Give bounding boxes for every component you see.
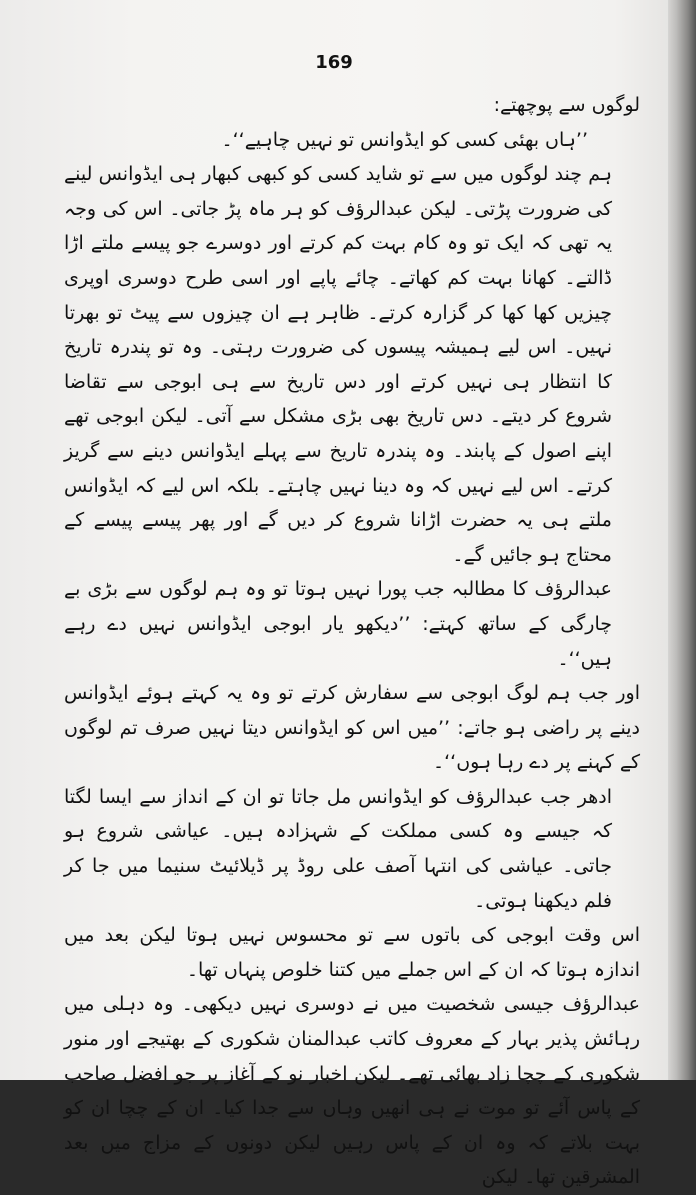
quote-paragraph: ’’ہاں بھئی کسی کو ایڈوانس تو نہیں چاہیے‘‘۔ [221, 128, 588, 151]
page-number: 169 [315, 52, 353, 73]
page-body-text [64, 88, 640, 1195]
paragraph: عبدالرؤف جیسی شخصیت میں نے دوسری نہیں دیکھی۔ وہ دہلی میں رہائش پذیر بہار کے معروف کاتب عبدالمنان شکوری کے بھتیجے اور منور شکوری کے چچا زاد بھائی تھے۔ لیکن اخبار نو کے آغاز پر جو افضل صاحب کے پاس آئے تو موت نے ہی انھیں وہاں سے جدا کیا۔ ان کے چچا ان کو بہت بلاتے کہ وہ ان کے پاس رہیں لیکن دونوں کے مزاج میں بعد المشرقین تھا۔ لیکن [64, 993, 640, 1189]
book-gutter [668, 0, 696, 1080]
paragraph: اور جب ہم لوگ ابوجی سے سفارش کرتے تو وہ یہ کہتے ہوئے ایڈوانس دینے پر راضی ہو جاتے: ’’میں اس کو ایڈوانس دیتا نہیں صرف تم لوگوں کے کہنے پر دے رہا ہوں‘‘۔ [64, 682, 640, 774]
paragraph: ادھر جب عبدالرؤف کو ایڈوانس مل جاتا تو ان کے انداز سے ایسا لگتا کہ جیسے وہ کسی مملکت کے شہزادہ ہیں۔ عیاشی شروع ہو جاتی۔ عیاشی کی انتہا آصف علی روڈ پر ڈیلائیٹ سنیما میں جا کر فلم دیکھنا ہوتی۔ [64, 785, 612, 912]
paragraph: ہم چند لوگوں میں سے تو شاید کسی کو کبھی کبھار ہی ایڈوانس لینے کی ضرورت پڑتی۔ لیکن عبدالرؤف کو ہر ماہ پڑ جاتی۔ اس کی وجہ یہ تھی کہ ایک تو وہ کام بہت کم کرتے اور دوسرے جو پیسے ملتے اڑا ڈالتے۔ کھانا بہت کم کھاتے۔ چائے پاپے اور اسی طرح دوسری اوپری چیزیں کھا کھا کر گزارہ کرتے۔ ظاہر ہے ان چیزوں سے پیٹ تو بھرتا نہیں۔ اس لیے ہمیشہ پیسوں کی ضرورت رہتی۔ وہ تو پندرہ تاریخ کا انتظار ہی نہیں کرتے اور دس تاریخ سے ہی ابوجی سے تقاضا شروع کر دیتے۔ دس تاریخ بھی بڑی مشکل سے آتی۔ لیکن ابوجی تھے اپنے اصول کے پابند۔ وہ پندرہ تاریخ سے پہلے ایڈوانس دینے سے گریز کرتے۔ اس لیے نہیں کہ وہ دینا نہیں چاہتے۔ بلکہ اس لیے کہ ایڈوانس ملتے ہی یہ حضرت اڑانا شروع کر دیں گے اور پھر پیسے پیسے کے محتاج ہو جائیں گے۔ [64, 163, 612, 566]
paragraph: عبدالرؤف کا مطالبہ جب پورا نہیں ہوتا تو وہ ہم لوگوں سے بڑی بے چارگی کے ساتھ کہتے: ’’دیکھو یار ابوجی ایڈوانس نہیں دے رہے ہیں‘‘۔ [64, 578, 612, 670]
paragraph: لوگوں سے پوچھتے: [493, 94, 640, 116]
paragraph: اس وقت ابوجی کی باتوں سے تو محسوس نہیں ہوتا لیکن بعد میں اندازہ ہوتا کہ ان کے اس جملے میں کتنا خلوص پنہاں تھا۔ [64, 924, 640, 981]
